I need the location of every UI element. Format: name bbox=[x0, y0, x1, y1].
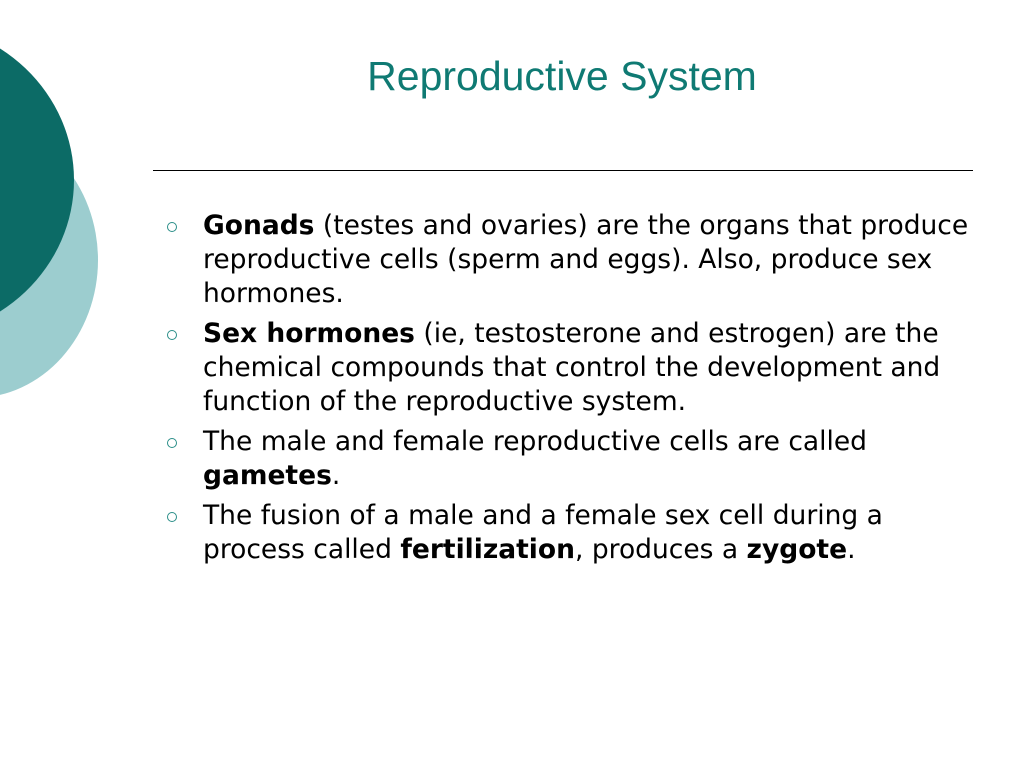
term-fertilization: fertilization bbox=[400, 534, 575, 565]
bullet-text: . bbox=[847, 534, 856, 565]
bullet-text: . bbox=[331, 460, 341, 491]
hollow-circle-bullet-icon bbox=[167, 512, 177, 522]
bullet-text: , produces a bbox=[574, 534, 747, 565]
bullet-text: The male and female reproductive cells are called bbox=[203, 426, 867, 457]
hollow-circle-bullet-icon bbox=[167, 330, 177, 340]
bullet-list bbox=[160, 209, 970, 573]
term-gonads: Gonads bbox=[203, 210, 315, 241]
bullet-text: (ie, testosterone and estrogen) are the chemical compounds that control the development and function of the reproductive system. bbox=[203, 318, 941, 417]
bullet-item-gonads bbox=[160, 209, 970, 311]
bullet-item-gametes bbox=[160, 425, 970, 493]
bullet-item-fertilization bbox=[160, 499, 970, 567]
term-zygote: zygote bbox=[746, 534, 848, 565]
term-gametes: gametes bbox=[203, 460, 332, 491]
hollow-circle-bullet-icon bbox=[167, 438, 177, 448]
title-divider bbox=[153, 170, 973, 171]
bullet-item-sex-hormones bbox=[160, 317, 970, 419]
hollow-circle-bullet-icon bbox=[167, 222, 177, 232]
slide-title: Reproductive System bbox=[367, 53, 757, 99]
bullet-text: (testes and ovaries) are the organs that produce reproductive cells (sperm and eggs). Also, produce sex hormones. bbox=[203, 210, 969, 309]
term-sex-hormones: Sex hormones bbox=[203, 318, 415, 349]
bullet-text: The fusion of a male and a female sex cell during a process called bbox=[203, 500, 883, 565]
